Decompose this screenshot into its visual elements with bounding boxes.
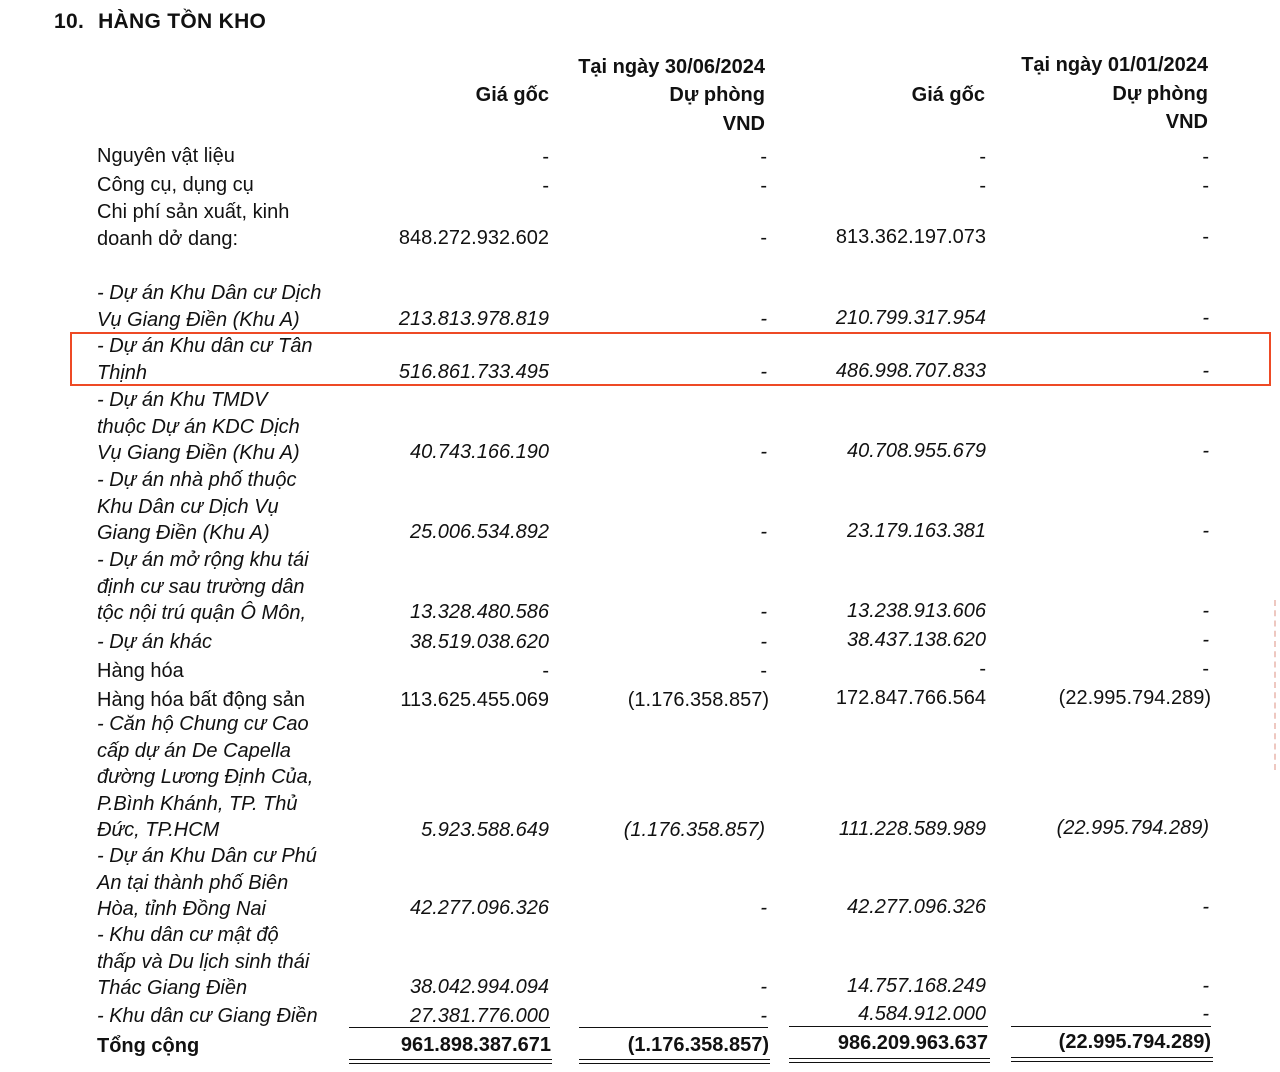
cell-goods-cost-2: - (979, 658, 986, 680)
row-label-phu-an: - Dự án Khu Dân cư Phú An tại thành phố Biên Hòa, tỉnh Đồng Nai (97, 845, 317, 920)
cell-raw-materials-cost-1: - (542, 146, 549, 168)
row-label-giang-dien-khu-a: - Dự án Khu Dân cư Dịch Vụ Giang Điền (Khu A) (97, 282, 322, 331)
subtotal-line-2 (579, 1027, 768, 1028)
cell-tan-thinh-prov-1: - (760, 361, 767, 383)
row-label-tan-thinh: - Dự án Khu dân cư Tân Thịnh (97, 335, 313, 384)
cell-real-estate-goods-cost-2: 172.847.766.564 (835, 687, 986, 709)
total-double-line-4 (1011, 1057, 1213, 1062)
cell-phu-an-cost-1: 42.277.096.326 (409, 897, 549, 919)
cell-wip-cost-1: 848.272.932.602 (398, 227, 549, 249)
row-label-other-projects: - Dự án khác (97, 631, 212, 653)
cell-thac-giang-dien-cost-2: 14.757.168.249 (846, 975, 986, 997)
row-label-o-mon: - Dự án mở rộng khu tái định cư sau trường dân tộc nội trú quận Ô Môn, (97, 549, 309, 624)
cell-raw-materials-prov-1: - (760, 146, 767, 168)
section-title (54, 10, 266, 34)
cell-kdc-giang-dien-prov-2: - (1202, 1003, 1209, 1025)
section-heading: HÀNG TỒN KHO (98, 10, 267, 33)
cell-total-prov-2: (22.995.794.289) (1058, 1031, 1211, 1053)
cell-other-projects-cost-1: 38.519.038.620 (409, 631, 549, 653)
cell-tmdv-cost-1: 40.743.166.190 (409, 441, 549, 463)
cell-thac-giang-dien-prov-2: - (1202, 975, 1209, 997)
cell-tmdv-cost-2: 40.708.955.679 (846, 440, 986, 462)
row-label-tmdv: - Dự án Khu TMDV thuộc Dự án KDC Dịch Vụ Giang Điền (Khu A) (97, 389, 300, 464)
total-double-line-2 (579, 1059, 770, 1064)
cell-wip-prov-2: - (1202, 226, 1209, 248)
period-header-2: Tại ngày 01/01/2024 (1021, 54, 1208, 76)
cell-o-mon-prov-1: - (760, 601, 767, 623)
cell-o-mon-cost-1: 13.328.480.586 (409, 601, 549, 623)
col-header-cost-2: Giá gốc (911, 84, 985, 106)
cell-tan-thinh-cost-2: 486.998.707.833 (835, 360, 986, 382)
col-header-provision-2: Dự phòng (1112, 83, 1208, 105)
cell-giang-dien-khu-a-cost-2: 210.799.317.954 (835, 307, 986, 329)
row-label-thac-giang-dien: - Khu dân cư mật độ thấp và Du lịch sinh thái Thác Giang Điền (97, 924, 310, 999)
cell-thac-giang-dien-cost-1: 38.042.994.094 (409, 976, 549, 998)
col-header-provision-1: Dự phòng (669, 84, 765, 106)
cell-total-cost-1: 961.898.387.671 (400, 1034, 551, 1056)
cell-other-projects-prov-2: - (1202, 629, 1209, 651)
row-label-de-capella: - Căn hộ Chung cư Cao cấp dự án De Capella đường Lương Định Của, P.Bình Khánh, TP. Thủ Đức, TP.HCM (97, 713, 314, 841)
cell-de-capella-prov-2: (22.995.794.289) (1056, 817, 1209, 839)
subtotal-line-1 (349, 1027, 550, 1028)
subtotal-line-3 (789, 1026, 988, 1027)
row-label-tools: Công cụ, dụng cụ (97, 174, 254, 196)
row-label-wip: Chi phí sản xuất, kinh doanh dở dang: (97, 201, 290, 250)
total-double-line-3 (789, 1058, 990, 1063)
cell-total-prov-1: (1.176.358.857) (627, 1034, 769, 1056)
cell-thac-giang-dien-prov-1: - (760, 976, 767, 998)
cell-other-projects-cost-2: 38.437.138.620 (846, 629, 986, 651)
cell-goods-prov-1: - (760, 660, 767, 682)
cell-tan-thinh-cost-1: 516.861.733.495 (398, 361, 549, 383)
row-label-real-estate-goods: Hàng hóa bất động sản (97, 689, 305, 711)
cell-kdc-giang-dien-cost-1: 27.381.776.000 (409, 1005, 549, 1027)
cell-phu-an-cost-2: 42.277.096.326 (846, 896, 986, 918)
col-header-cost-1: Giá gốc (475, 84, 549, 106)
cell-real-estate-goods-cost-1: 113.625.455.069 (400, 689, 549, 711)
row-label-kdc-giang-dien: - Khu dân cư Giang Điền (97, 1005, 318, 1027)
row-label-goods: Hàng hóa (97, 660, 184, 682)
cell-other-projects-prov-1: - (760, 631, 767, 653)
cell-de-capella-prov-1: (1.176.358.857) (623, 819, 765, 841)
cell-tools-prov-2: - (1202, 175, 1209, 197)
total-double-line-1 (349, 1059, 552, 1064)
section-number: 10. (54, 10, 85, 33)
cell-goods-cost-1: - (542, 660, 549, 682)
cell-total-cost-2: 986.209.963.637 (837, 1032, 988, 1054)
cell-tmdv-prov-2: - (1202, 440, 1209, 462)
cell-o-mon-prov-2: - (1202, 600, 1209, 622)
row-label-nha-pho: - Dự án nhà phố thuộc Khu Dân cư Dịch Vụ Giang Điền (Khu A) (97, 469, 297, 544)
cell-giang-dien-khu-a-prov-2: - (1202, 307, 1209, 329)
unit-header-2: VND (1165, 111, 1208, 133)
cell-tan-thinh-prov-2: - (1202, 360, 1209, 382)
cell-real-estate-goods-prov-1: (1.176.358.857) (627, 689, 769, 711)
period-header-1: Tại ngày 30/06/2024 (578, 56, 765, 78)
cell-real-estate-goods-prov-2: (22.995.794.289) (1058, 687, 1211, 709)
cell-o-mon-cost-2: 13.238.913.606 (846, 600, 986, 622)
highlight-box (70, 332, 1271, 386)
cell-raw-materials-cost-2: - (979, 146, 986, 168)
row-label-total: Tổng cộng (97, 1035, 200, 1057)
cell-tools-cost-2: - (979, 175, 986, 197)
cell-nha-pho-cost-1: 25.006.534.892 (409, 521, 549, 543)
cell-nha-pho-cost-2: 23.179.163.381 (846, 520, 986, 542)
cell-tools-cost-1: - (542, 175, 549, 197)
cell-kdc-giang-dien-prov-1: - (760, 1005, 767, 1027)
unit-header-1: VND (722, 113, 765, 135)
subtotal-line-4 (1011, 1026, 1211, 1027)
cell-phu-an-prov-1: - (760, 897, 767, 919)
cell-phu-an-prov-2: - (1202, 896, 1209, 918)
cell-nha-pho-prov-1: - (760, 521, 767, 543)
cell-tools-prov-1: - (760, 175, 767, 197)
cell-wip-cost-2: 813.362.197.073 (835, 226, 986, 248)
cell-giang-dien-khu-a-cost-1: 213.813.978.819 (398, 308, 549, 330)
cell-de-capella-cost-1: 5.923.588.649 (421, 819, 549, 841)
cell-nha-pho-prov-2: - (1202, 520, 1209, 542)
row-label-raw-materials: Nguyên vật liệu (97, 145, 235, 167)
cell-raw-materials-prov-2: - (1202, 146, 1209, 168)
cell-wip-prov-1: - (760, 227, 767, 249)
margin-stamp-mark (1260, 600, 1276, 770)
cell-tmdv-prov-1: - (760, 441, 767, 463)
cell-de-capella-cost-2: 111.228.589.989 (838, 818, 986, 840)
cell-goods-prov-2: - (1202, 658, 1209, 680)
cell-kdc-giang-dien-cost-2: 4.584.912.000 (858, 1003, 986, 1025)
cell-giang-dien-khu-a-prov-1: - (760, 308, 767, 330)
